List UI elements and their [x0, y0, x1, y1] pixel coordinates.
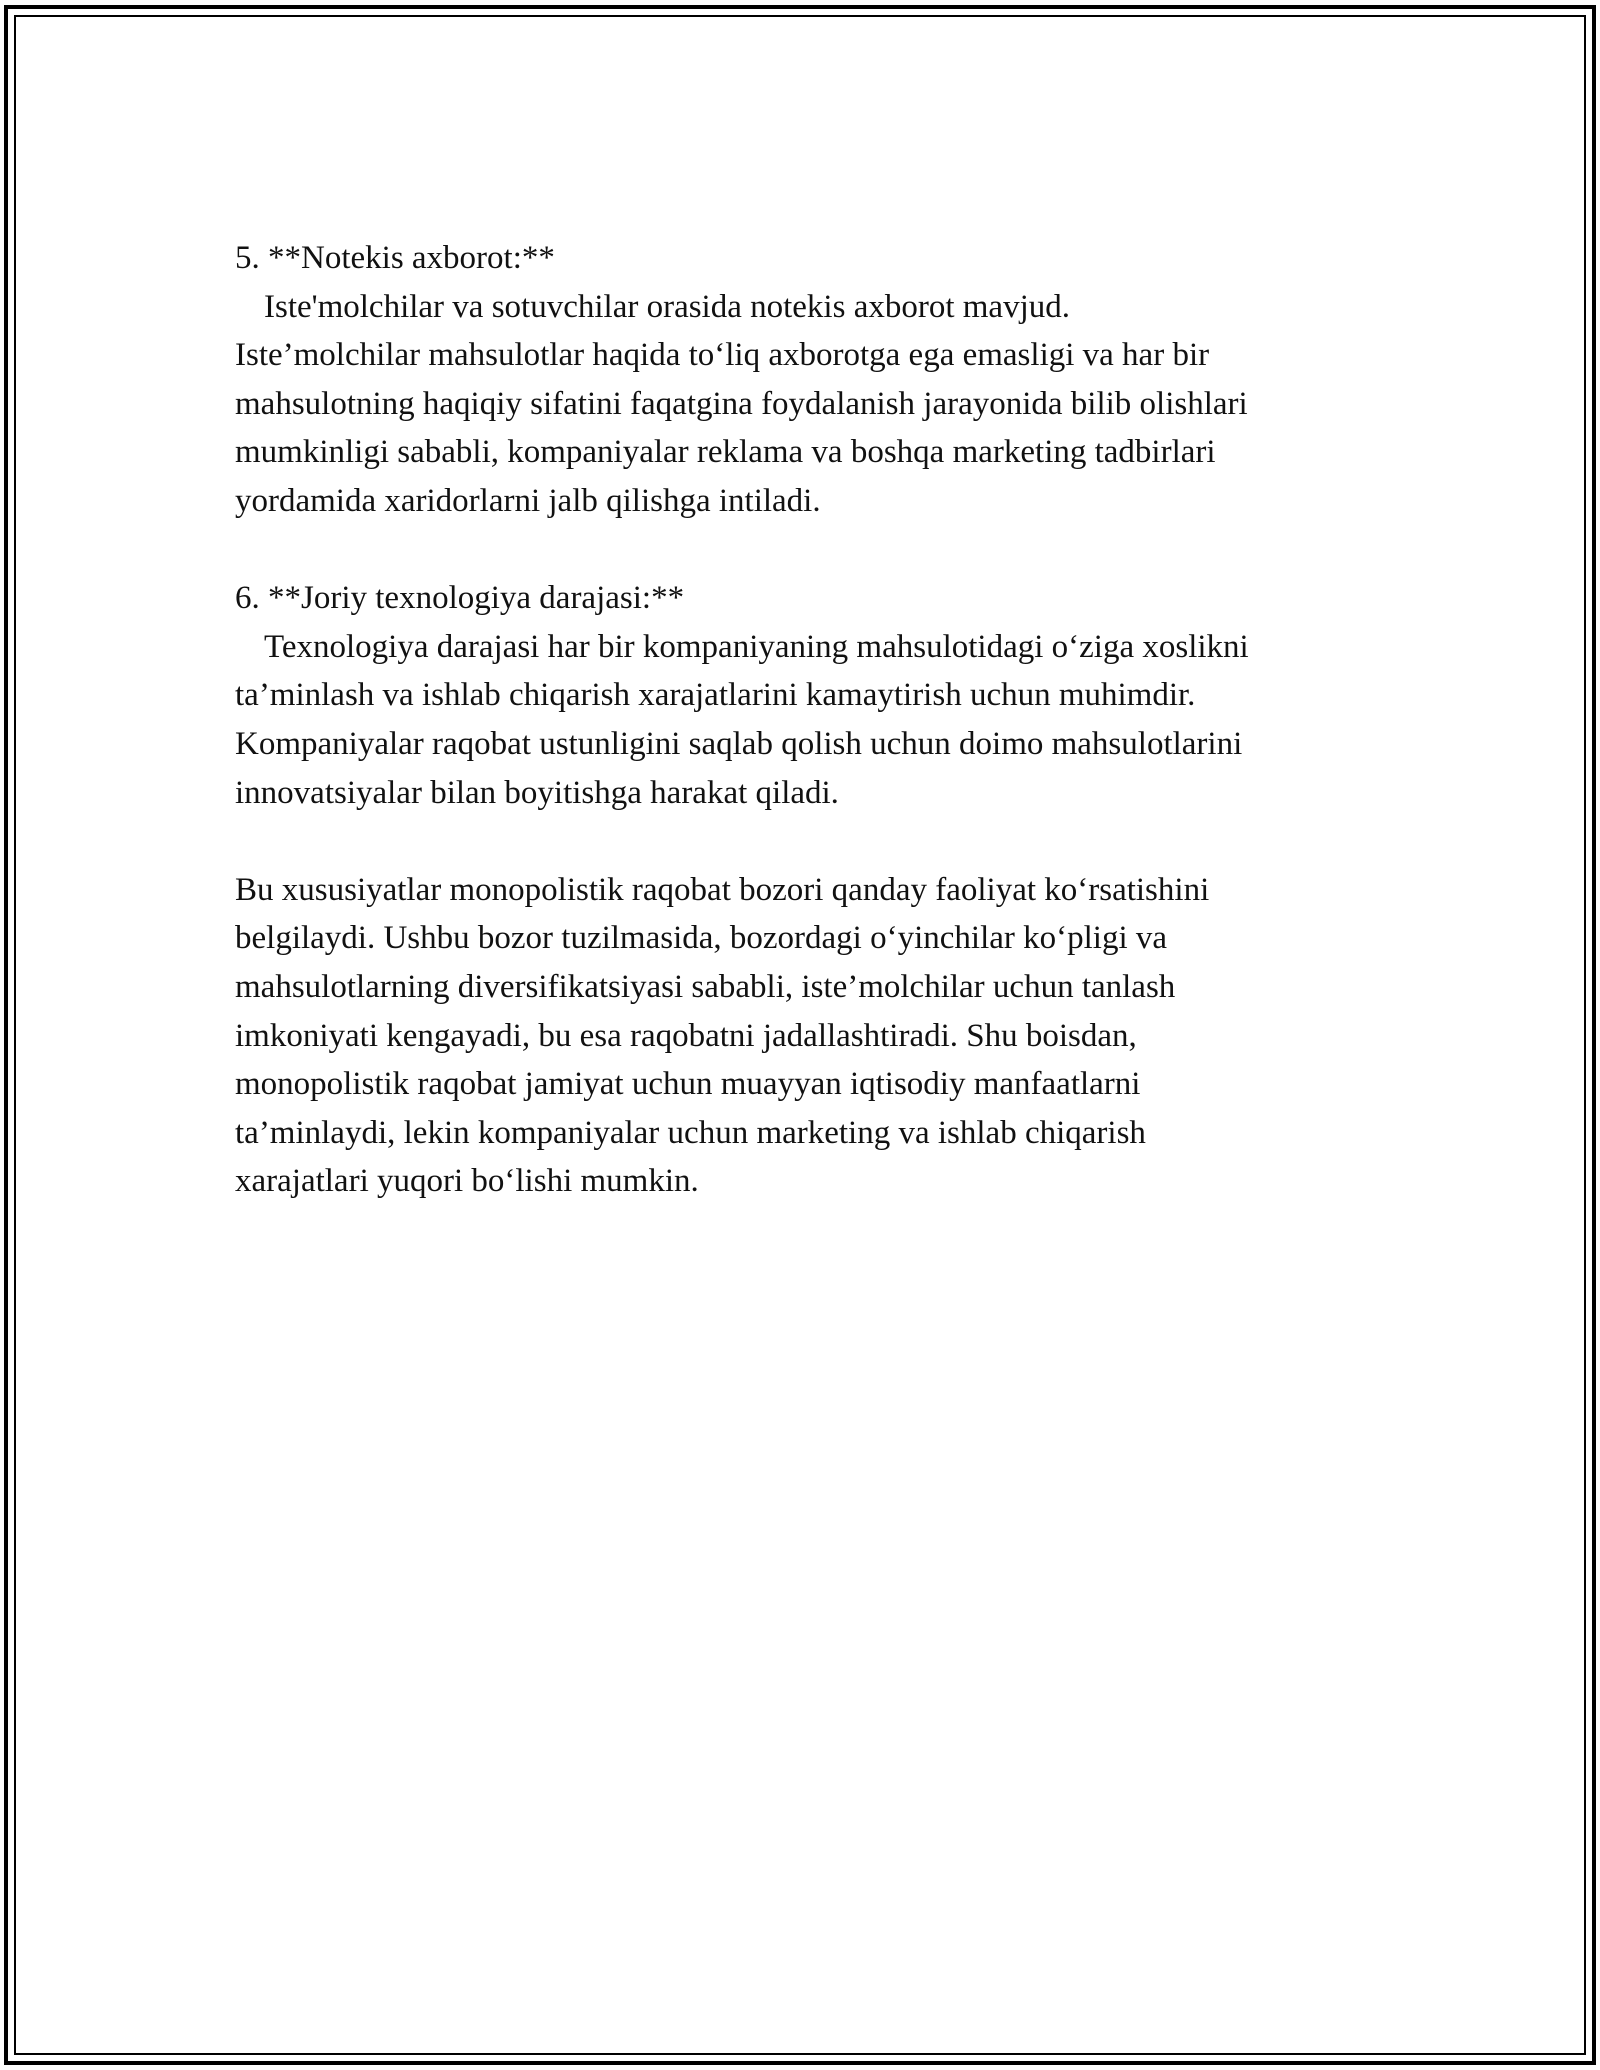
- section-notekis-axborot: [235, 234, 1385, 526]
- paragraph-line: xarajatlari yuqori bo‘lishi mumkin.: [235, 1163, 699, 1200]
- paragraph-line: Iste’molchilar mahsulotlar haqida to‘liq axborotga ega emasligi va har bir: [235, 337, 1210, 374]
- document-body: [235, 234, 1385, 1206]
- paragraph-line: innovatsiyalar bilan boyitishga harakat qiladi.: [235, 774, 839, 811]
- paragraph-line: monopolistik raqobat jamiyat uchun muayyan iqtisodiy manfaatlarni: [235, 1066, 1141, 1103]
- paragraph-line: belgilaydi. Ushbu bozor tuzilmasida, bozordagi o‘yinchilar ko‘pligi va: [235, 920, 1168, 957]
- section-heading: 6. **Joriy texnologiya darajasi:**: [235, 580, 685, 617]
- paragraph-line: Iste'molchilar va sotuvchilar orasida notekis axborot mavjud.: [264, 288, 1070, 325]
- paragraph-gap: [235, 817, 1385, 866]
- section-heading: 5. **Notekis axborot:**: [235, 240, 555, 276]
- paragraph-line: ta’minlaydi, lekin kompaniyalar uchun marketing va ishlab chiqarish: [235, 1114, 1146, 1151]
- paragraph-line: imkoniyati kengayadi, bu esa raqobatni jadallashtiradi. Shu boisdan,: [235, 1017, 1137, 1054]
- conclusion-paragraph: [235, 866, 1385, 1206]
- paragraph-line: Texnologiya darajasi har bir kompaniyaning mahsulotidagi o‘ziga xoslikni: [264, 628, 1249, 665]
- paragraph-line: yordamida xaridorlarni jalb qilishga intiladi.: [235, 482, 821, 519]
- paragraph-gap: [235, 526, 1385, 575]
- paragraph-line: mahsulotning haqiqiy sifatini faqatgina foydalanish jarayonida bilib olishlari: [235, 385, 1248, 422]
- paragraph-line: Kompaniyalar raqobat ustunligini saqlab qolish uchun doimo mahsulotlarini: [235, 725, 1243, 762]
- paragraph-line: mahsulotlarning diversifikatsiyasi sababli, iste’molchilar uchun tanlash: [235, 968, 1176, 1005]
- paragraph-line: mumkinligi sababli, kompaniyalar reklama va boshqa marketing tadbirlari: [235, 434, 1216, 471]
- section-joriy-texnologiya: [235, 574, 1385, 817]
- paragraph-line: ta’minlash va ishlab chiqarish xarajatlarini kamaytirish uchun muhimdir.: [235, 677, 1196, 714]
- paragraph-line: Bu xususiyatlar monopolistik raqobat bozori qanday faoliyat ko‘rsatishini: [235, 871, 1210, 908]
